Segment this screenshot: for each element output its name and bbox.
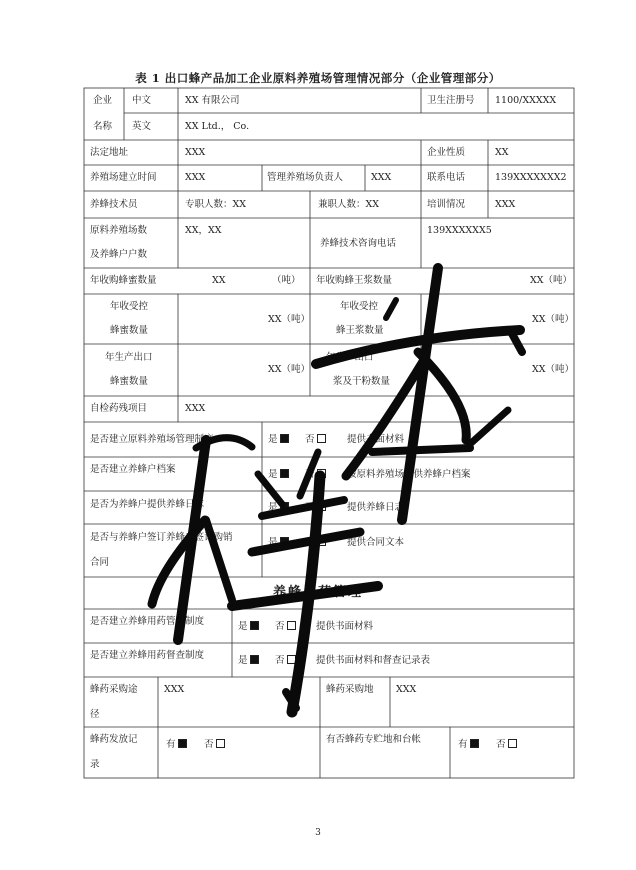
checkbox-checked[interactable]: [280, 537, 289, 546]
checkbox-checked[interactable]: [280, 434, 289, 443]
value-raw-farm-count: XX，XX: [185, 225, 222, 236]
label-contact-phone: 联系电话: [427, 172, 466, 183]
label-farm-est-time: 养殖场建立时间: [90, 172, 157, 183]
value-ctrl-royal: XX（吨）: [532, 314, 575, 325]
label-health-reg: 卫生注册号: [427, 95, 475, 106]
label-ctrl-honey-2: 蜂蜜数量: [110, 325, 149, 336]
value-annual-honey: XX: [212, 275, 226, 286]
value-name-en: XX Ltd.， Co.: [185, 121, 250, 132]
label-parttime-count: 兼职人数：XX: [318, 199, 380, 210]
issue-record-have[interactable]: 有: [166, 739, 187, 751]
unit-annual-honey: （吨）: [272, 275, 301, 286]
checkbox-unchecked[interactable]: [508, 739, 517, 748]
label-storage: 有否蜂药专贮地和台帐: [326, 734, 422, 745]
storage-no[interactable]: 否: [496, 739, 517, 751]
label-enterprise-type: 企业性质: [427, 147, 466, 158]
label-export-royal-2: 浆及干粉数量: [333, 376, 391, 387]
label-legal-address: 法定地址: [90, 147, 129, 158]
evidence-contract: 提供合同文本: [347, 537, 405, 548]
contract-yes[interactable]: 是: [268, 537, 289, 549]
value-name-cn: XX 有限公司: [185, 95, 240, 106]
checkbox-unchecked[interactable]: [317, 502, 326, 511]
label-residue-items: 自检药残项目: [90, 403, 148, 414]
label-purchase-channel-2: 径: [90, 709, 100, 720]
label-annual-honey: 年收购蜂蜜数量: [90, 275, 157, 286]
value-farm-manager: XXX: [371, 172, 392, 183]
label-fulltime-count: 专职人数：XX: [185, 199, 247, 210]
label-export-honey-2: 蜂蜜数量: [110, 376, 149, 387]
label-export-royal-1: 年生产出口: [326, 352, 374, 363]
checkbox-unchecked[interactable]: [287, 621, 296, 630]
med-system-yes[interactable]: 是: [238, 621, 259, 633]
question-contract-2: 合同: [90, 557, 110, 568]
contract-no[interactable]: 否: [305, 537, 326, 549]
label-consult-phone: 养蜂技术咨询电话: [320, 238, 397, 249]
value-farm-est-time: XXX: [185, 172, 206, 183]
label-company: 企业: [93, 95, 113, 106]
checkbox-checked[interactable]: [280, 469, 289, 478]
question-keeper-file: 是否建立养蜂户档案: [90, 464, 176, 475]
evidence-med-supervise: 提供书面材料和督查记录表: [316, 655, 431, 666]
value-purchase-channel: XXX: [164, 684, 185, 695]
med-system-no[interactable]: 否: [275, 621, 296, 633]
value-residue-items: XXX: [185, 403, 206, 414]
farm-system-no[interactable]: 否: [305, 434, 326, 446]
question-med-system: 是否建立养蜂用药管理制度: [90, 616, 205, 627]
label-beekeeping-tech: 养蜂技术员: [90, 199, 138, 210]
label-raw-farm-2: 及养蜂户户数: [90, 249, 148, 260]
label-ctrl-honey-1: 年收受控: [110, 301, 149, 312]
checkbox-checked[interactable]: [280, 502, 289, 511]
med-supervise-yes[interactable]: 是: [238, 655, 259, 667]
checkbox-checked[interactable]: [178, 739, 187, 748]
label-ctrl-royal-1: 年收受控: [340, 301, 379, 312]
label-purchase-place: 蜂药采购地: [326, 684, 374, 695]
keeper-log-no[interactable]: 否: [305, 502, 326, 514]
value-enterprise-type: XX: [495, 147, 509, 158]
question-farm-system: 是否建立原料养殖场管理制度: [90, 434, 214, 445]
form-title: 表 1 出口蜂产品加工企业原料养殖场管理情况部分（企业管理部分）: [135, 71, 501, 85]
label-english: 英文: [132, 121, 152, 132]
farm-system-yes[interactable]: 是: [268, 434, 289, 446]
label-annual-royal: 年收购蜂王浆数量: [316, 275, 393, 286]
storage-have[interactable]: 有: [458, 739, 479, 751]
value-ctrl-honey: XX（吨）: [268, 314, 311, 325]
checkbox-unchecked[interactable]: [317, 434, 326, 443]
evidence-keeper-log: 提供养蜂日志: [347, 502, 405, 513]
value-export-royal: XX（吨）: [532, 364, 575, 375]
checkbox-checked[interactable]: [250, 621, 259, 630]
evidence-farm-system: 提供书面材料: [347, 434, 405, 445]
value-export-honey: XX（吨）: [268, 364, 311, 375]
value-contact-phone: 139XXXXXXX2: [495, 172, 567, 183]
label-issue-record-2: 录: [90, 759, 100, 770]
label-ctrl-royal-2: 蜂王浆数量: [336, 325, 384, 336]
value-training: XXX: [495, 199, 516, 210]
evidence-med-system: 提供书面材料: [316, 621, 374, 632]
keeper-log-yes[interactable]: 是: [268, 502, 289, 514]
label-name: 名称: [93, 121, 113, 132]
issue-record-no[interactable]: 否: [204, 739, 225, 751]
value-purchase-place: XXX: [396, 684, 417, 695]
checkbox-checked[interactable]: [470, 739, 479, 748]
label-purchase-channel-1: 蜂药采购途: [90, 684, 138, 695]
checkbox-unchecked[interactable]: [317, 469, 326, 478]
label-chinese: 中文: [132, 95, 152, 106]
page-number: 3: [315, 828, 321, 838]
value-legal-address: XXX: [185, 147, 206, 158]
value-annual-royal: XX（吨）: [530, 275, 573, 286]
label-issue-record-1: 蜂药发放记: [90, 734, 138, 745]
med-supervise-no[interactable]: 否: [275, 655, 296, 667]
section-medicine-heading: 养蜂用药管理: [272, 585, 363, 600]
question-contract-1: 是否与养蜂户签订养蜂户签订购销: [90, 532, 233, 543]
keeper-file-yes[interactable]: 是: [268, 469, 289, 481]
label-training: 培训情况: [427, 199, 466, 210]
keeper-file-no[interactable]: 否: [305, 469, 326, 481]
checkbox-unchecked[interactable]: [317, 537, 326, 546]
label-raw-farm-1: 原料养殖场数: [90, 225, 148, 236]
question-med-supervise: 是否建立养蜂用药督查制度: [90, 650, 205, 661]
checkbox-unchecked[interactable]: [216, 739, 225, 748]
value-health-reg: 1100/XXXXX: [495, 95, 557, 106]
evidence-keeper-file: 按原料养殖场提供养蜂户档案: [347, 469, 471, 480]
label-export-honey-1: 年生产出口: [105, 352, 153, 363]
checkbox-unchecked[interactable]: [287, 655, 296, 664]
label-farm-manager: 管理养殖场负责人: [267, 172, 344, 183]
value-consult-phone: 139XXXXXX5: [427, 225, 492, 236]
checkbox-checked[interactable]: [250, 655, 259, 664]
question-keeper-log: 是否为养蜂户提供养蜂日志: [90, 499, 205, 510]
